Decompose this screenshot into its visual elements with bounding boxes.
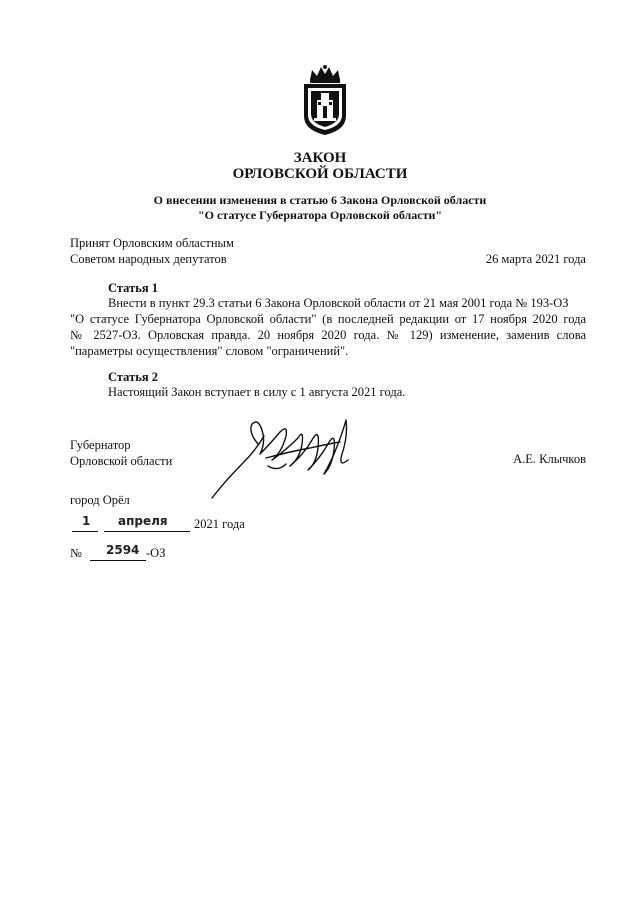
law-subject-line2: "О статусе Губернатора Орловской области" (197, 208, 443, 222)
signing-day: 1 (82, 514, 91, 528)
number-underline (90, 560, 146, 561)
law-subject-line1: О внесении изменения в статью 6 Закона Орловской области (153, 193, 487, 207)
coat-of-arms-emblem (300, 64, 350, 136)
signing-year: 2021 года (194, 517, 245, 531)
article1-text-line2: "О статусе Губернатора Орловской области" (в последней редакции от 17 ноября 2020 года (70, 312, 586, 326)
article1-text-line4: "параметры осуществления" словом "ограничений". (70, 344, 349, 358)
month-underline (104, 531, 190, 532)
governor-title-line2: Орловской области (70, 454, 173, 468)
city-label: город Орёл (70, 493, 130, 507)
law-title: ЗАКОН (293, 150, 347, 166)
governor-title-line1: Губернатор (70, 438, 131, 452)
article1-heading: Статья 1 (108, 281, 158, 295)
adopted-by-line2: Советом народных депутатов (70, 252, 227, 266)
number-sign: № (70, 546, 82, 560)
adopted-by-line1: Принят Орловским областным (70, 236, 234, 250)
article1-text-line3: № 2527-ОЗ. Орловская правда. 20 ноября 2020 года. № 129) изменение, заменив слова (70, 328, 586, 342)
adoption-date: 26 марта 2021 года (485, 252, 586, 266)
governor-name: А.Е. Клычков (513, 452, 586, 466)
article1-text-line1: Внести в пункт 29.3 статьи 6 Закона Орловской области от 21 мая 2001 года № 193-ОЗ (108, 296, 569, 310)
handwritten-signature (208, 414, 358, 504)
number-suffix: -ОЗ (146, 546, 166, 560)
region-title: ОРЛОВСКОЙ ОБЛАСТИ (232, 166, 408, 182)
day-underline (72, 531, 98, 532)
article2-heading: Статья 2 (108, 370, 158, 384)
article2-text: Настоящий Закон вступает в силу с 1 августа 2021 года. (108, 385, 406, 399)
signing-month: апреля (118, 514, 168, 528)
law-number: 2594 (106, 543, 140, 557)
